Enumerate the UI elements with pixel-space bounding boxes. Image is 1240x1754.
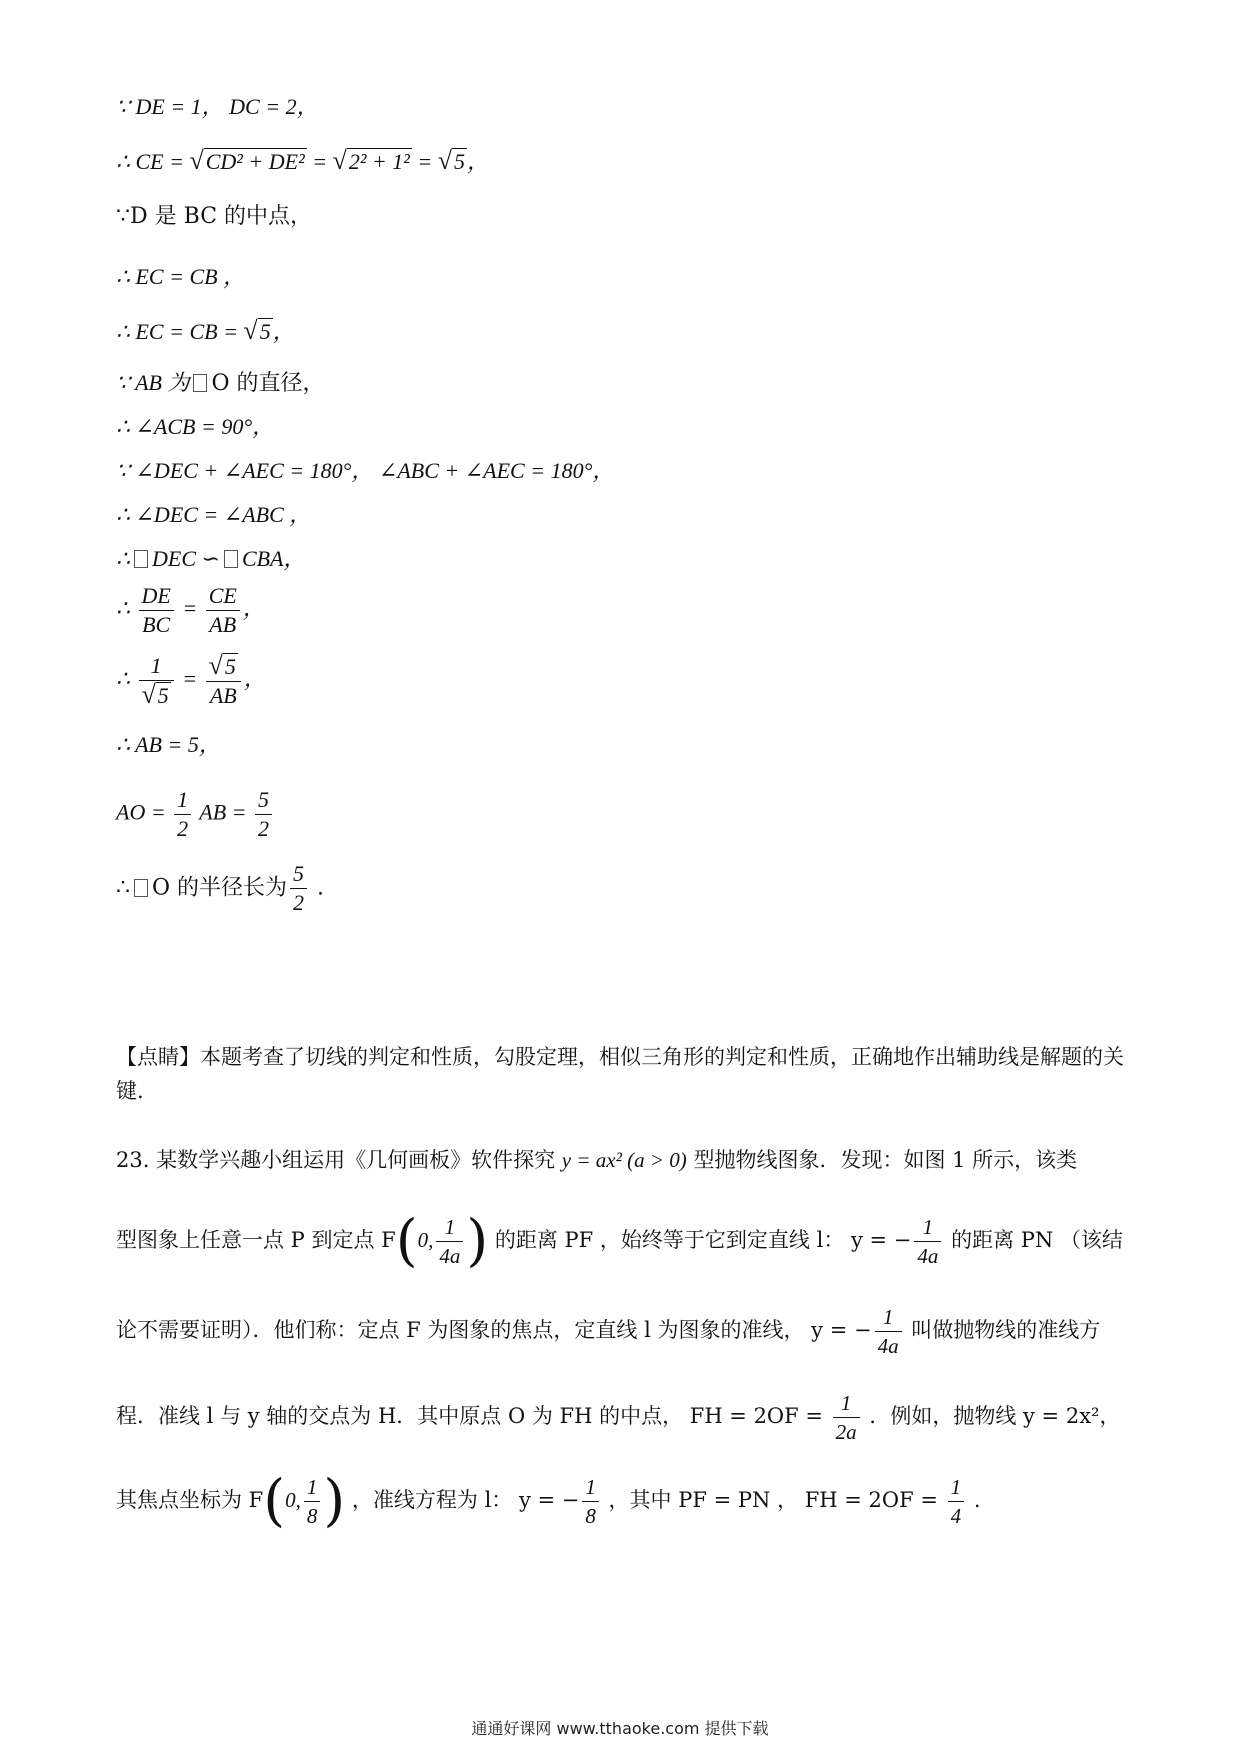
solution-line-14 <box>116 786 275 843</box>
text: = <box>411 149 438 174</box>
text: AO = <box>116 799 172 825</box>
solution-line-12 <box>116 652 266 710</box>
formula: y = ax² (a > 0) <box>561 1148 687 1172</box>
solution-line-6 <box>116 368 325 399</box>
sqrt-expression: √5 <box>437 146 466 175</box>
question-23-line-5: 其焦点坐标为 F(0, $\frac{1}{8}$ ) ，准线方程为 l： y = − $\frac{1}{8}$ ，其中 PF = PN ， FH = 2OF = $\frac{1}{4}$ . <box>116 1468 981 1534</box>
fraction <box>948 1473 965 1530</box>
numerator: √5 <box>206 652 241 682</box>
numerator: 1 <box>174 786 191 815</box>
text: 型图象上任意一点 P 到定点 F <box>116 1228 396 1252</box>
numerator: 1 <box>436 1213 463 1242</box>
text: = <box>176 666 203 692</box>
fraction <box>206 582 240 639</box>
denominator: 2 <box>258 816 269 841</box>
text: . <box>310 875 325 901</box>
fraction <box>206 652 241 710</box>
solution-line-9: ∴ ∠DEC = ∠ABC ， <box>116 502 312 527</box>
solution-line-10 <box>116 544 306 574</box>
text: . <box>967 1488 981 1512</box>
text: ，准线方程为 l： y = − <box>345 1488 580 1512</box>
fraction <box>875 1303 902 1360</box>
denominator: 8 <box>585 1504 596 1528</box>
circle-symbol-icon <box>134 879 148 897</box>
text: = <box>176 595 203 621</box>
fraction <box>436 1213 463 1270</box>
text: 0, <box>285 1488 301 1512</box>
text: ， <box>243 666 266 692</box>
denominator: AB <box>209 612 237 637</box>
solution-line-8: ∵ ∠DEC + ∠AEC = 180°， ∠ABC + ∠AEC = 180°， <box>116 458 615 483</box>
fraction <box>255 786 272 843</box>
text: ∴ CE = <box>116 149 190 174</box>
sqrt-expression: √CD² + DE² <box>189 146 305 175</box>
solution-line-13: ∴ AB = 5， <box>116 732 221 757</box>
text: ， <box>467 149 490 174</box>
triangle-symbol-icon <box>134 550 148 568</box>
text: 型抛物线图象．发现：如图 1 所示，该类 <box>686 1148 1078 1172</box>
text: ．例如，抛物线 y = 2x²， <box>862 1404 1121 1428</box>
solution-line-4: ∴ EC = CB ， <box>116 264 246 289</box>
numerator: 1 <box>914 1213 941 1242</box>
text: 的距离 PF ，始终等于它到定直线 l： y = − <box>488 1228 912 1252</box>
numerator: 1 <box>139 652 174 681</box>
text: ， <box>272 319 295 344</box>
solution-line-11 <box>116 582 265 639</box>
denominator: 8 <box>306 1504 318 1528</box>
text: 叫做抛物线的准线方 <box>904 1318 1101 1342</box>
fraction <box>833 1389 860 1446</box>
fraction <box>290 860 307 917</box>
fraction <box>139 582 174 639</box>
solution-line-2 <box>116 146 489 177</box>
text: ，其中 PF = PN ， FH = 2OF = <box>601 1488 945 1512</box>
radicand: 5 <box>259 319 271 344</box>
text: 程．准线 l 与 y 轴的交点为 H．其中原点 O 为 FH 的中点， FH = 2OF = <box>116 1404 830 1428</box>
radicand: 5 <box>157 683 169 708</box>
text: CBA， <box>241 546 306 571</box>
radicand: 5 <box>224 654 236 679</box>
radicand: 2² + 1² <box>348 149 410 174</box>
text: ∴ <box>116 546 130 571</box>
text: 0, <box>417 1228 434 1252</box>
solution-line-1: ∵ DE = 1， DC = 2， <box>116 94 319 119</box>
denominator: 4a <box>439 1244 461 1268</box>
sqrt-expression: √5 <box>141 680 169 709</box>
fraction <box>582 1473 599 1530</box>
question-23-line-2: 型图象上任意一点 P 到定点 F(0, $\frac{1}{4a}$ ) 的距离 PF ，始终等于它到定直线 l： y = − $\frac{1}{4a}$ 的距离 PN （该结 <box>116 1208 1123 1274</box>
denominator: BC <box>142 612 171 637</box>
radicand: 5 <box>454 149 466 174</box>
text: 其焦点坐标为 F <box>116 1488 264 1512</box>
text: = <box>306 149 333 174</box>
circle-symbol-icon <box>193 374 207 392</box>
numerator: 1 <box>304 1473 321 1502</box>
text: O 的直径， <box>211 371 325 396</box>
solution-line-3: ∵D 是 BC 的中点， <box>116 204 313 229</box>
numerator: 1 <box>833 1389 860 1418</box>
fraction <box>174 786 191 843</box>
text: ， <box>242 595 265 621</box>
numerator: 1 <box>948 1473 965 1502</box>
question-23-line-1 <box>116 1140 1126 1180</box>
question-23-line-4 <box>116 1386 1126 1446</box>
text: ∵ AB 为 <box>116 370 190 395</box>
page-footer: 通通好课网 www.tthaoke.com 提供下载 <box>471 1719 769 1738</box>
question-23-line-3 <box>116 1300 1126 1360</box>
solution-line-5 <box>116 316 295 347</box>
solution-line-15 <box>116 860 324 917</box>
sqrt-expression: √2² + 1² <box>332 146 410 175</box>
sqrt-expression: √5 <box>243 316 271 345</box>
key-point-comment: 【点睛】本题考查了切线的判定和性质，勾股定理，相似三角形的判定和性质，正确地作出辅助线是解题的关键. <box>116 1045 1124 1103</box>
numerator: 5 <box>255 786 272 815</box>
numerator: 1 <box>582 1473 599 1502</box>
text: ∴ <box>116 595 136 621</box>
text: 论不需要证明）．他们称：定点 F 为图象的焦点，定直线 l 为图象的准线， y = − <box>116 1318 872 1342</box>
fraction <box>914 1213 941 1270</box>
numerator: 5 <box>290 860 307 889</box>
denominator: AB <box>209 683 237 708</box>
text: AB = <box>194 799 252 825</box>
text: ∴ EC = CB = <box>116 319 244 344</box>
fraction <box>304 1473 321 1530</box>
fraction <box>139 652 174 710</box>
text: 的距离 PN （该结 <box>944 1228 1123 1252</box>
numerator: DE <box>139 582 174 611</box>
text: ∴ <box>116 666 136 692</box>
text: 23. 某数学兴趣小组运用《几何画板》软件探究 <box>116 1148 562 1172</box>
triangle-symbol-icon <box>224 550 238 568</box>
denominator: 2a <box>835 1420 857 1444</box>
text: O 的半径长为 <box>152 875 288 901</box>
denominator: 4a <box>917 1244 939 1268</box>
denominator: 2 <box>177 816 189 841</box>
numerator: CE <box>206 582 240 611</box>
radicand: CD² + DE² <box>205 149 305 174</box>
denominator: 2 <box>293 890 305 915</box>
solution-line-7: ∴ ∠ACB = 90°， <box>116 414 275 439</box>
text: ∴ <box>116 875 130 901</box>
denominator: 4 <box>950 1504 962 1528</box>
numerator: 1 <box>875 1303 902 1332</box>
text: DEC ∽ <box>152 546 220 571</box>
denominator: 4a <box>877 1334 899 1358</box>
